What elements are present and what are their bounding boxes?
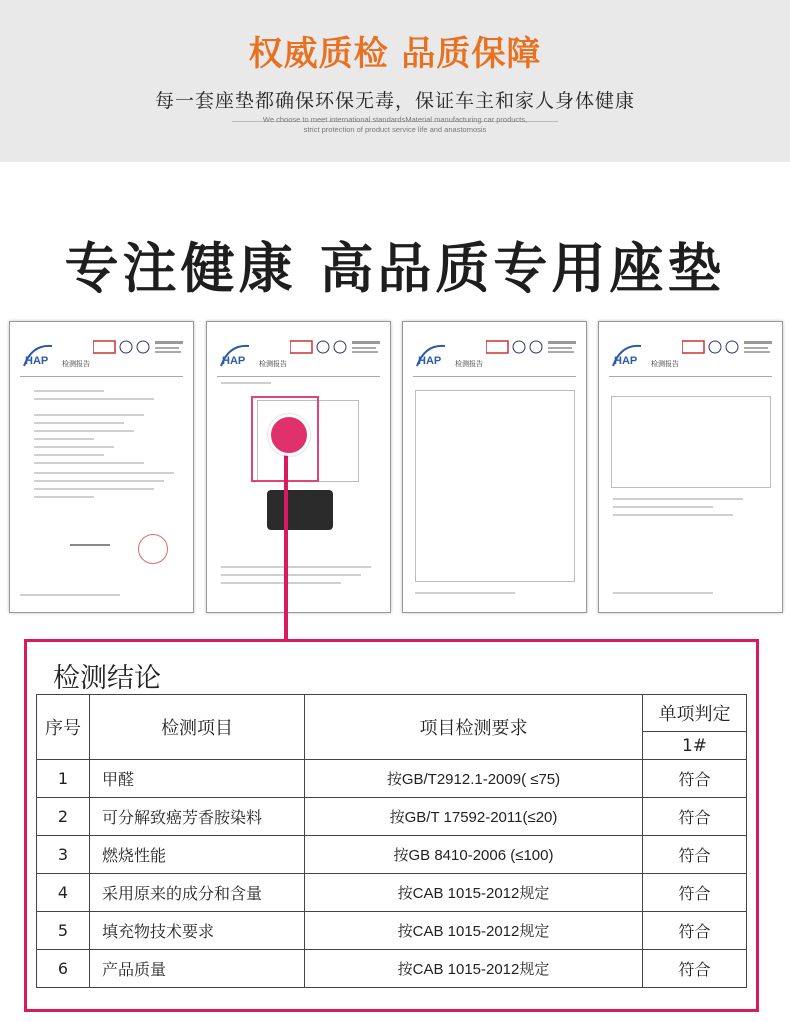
report-text-line (34, 446, 114, 448)
report-thumbnail-4 (598, 321, 783, 613)
row-item: 燃烧性能 (90, 836, 305, 874)
table-row (37, 760, 747, 798)
report-title: 检测报告 (651, 360, 679, 368)
row-item: 采用原来的成分和含量 (90, 874, 305, 912)
report-text-line (34, 430, 134, 432)
conclusion-table (36, 694, 747, 988)
row-item: 可分解致癌芳香胺染料 (90, 798, 305, 836)
report-thumbnail-2 (206, 321, 391, 613)
row-no: 1 (37, 760, 90, 798)
header-no: 序号 (37, 695, 90, 760)
header-requirement: 项目检测要求 (305, 695, 643, 760)
report-text-line (613, 514, 733, 516)
table-row (37, 798, 747, 836)
header-judgement: 单项判定 (643, 695, 747, 732)
svg-text:HAP: HAP (25, 355, 49, 367)
report-text-line (34, 414, 144, 416)
certification-badges-icon (682, 338, 774, 358)
report-text-line (34, 390, 104, 392)
row-no: 6 (37, 950, 90, 988)
row-result: 符合 (643, 912, 747, 950)
report-text-line (613, 506, 713, 508)
conclusion-title: 检测结论 (53, 663, 161, 694)
hap-logo-icon (611, 342, 645, 368)
svg-text:HAP: HAP (614, 355, 638, 367)
row-result: 符合 (643, 760, 747, 798)
certification-badges-icon (93, 338, 185, 358)
row-requirement: 按CAB 1015-2012规定 (305, 912, 643, 950)
table-row (37, 912, 747, 950)
row-requirement: 按CAB 1015-2012规定 (305, 950, 643, 988)
table-header-row (37, 695, 747, 732)
certification-badges-icon (290, 338, 382, 358)
header-item: 检测项目 (90, 695, 305, 760)
certification-badges-icon (486, 338, 578, 358)
callout-dot (268, 414, 310, 456)
seat-sample-photo (267, 490, 333, 530)
row-item: 甲醛 (90, 760, 305, 798)
report-rule (609, 376, 772, 377)
row-result: 符合 (643, 874, 747, 912)
row-requirement: 按CAB 1015-2012规定 (305, 874, 643, 912)
report-text-line (34, 422, 124, 424)
report-text-line (34, 398, 154, 400)
report-footer-line (20, 594, 120, 596)
conclusion-panel (24, 639, 759, 1012)
report-text-line (34, 472, 174, 474)
svg-text:HAP: HAP (222, 355, 246, 367)
report-results-table (415, 390, 575, 582)
svg-text:HAP: HAP (418, 355, 442, 367)
main-title: 专注健康 高品质专用座垫 (64, 237, 726, 300)
report-text-line (613, 498, 743, 500)
header-subtitle: 每一套座垫都确保环保无毒，保证车主和家人身体健康 (154, 90, 635, 112)
row-no: 5 (37, 912, 90, 950)
hap-logo-icon (22, 342, 56, 368)
hap-logo-icon (415, 342, 449, 368)
row-item: 填充物技术要求 (90, 912, 305, 950)
report-results-table (611, 396, 771, 488)
row-result: 符合 (643, 836, 747, 874)
report-text-line (221, 574, 361, 576)
report-rule (413, 376, 576, 377)
report-text-line (34, 454, 104, 456)
row-result: 符合 (643, 798, 747, 836)
row-requirement: 按GB/T 17592-2011(≤20) (305, 798, 643, 836)
row-no: 2 (37, 798, 90, 836)
row-requirement: 按GB 8410-2006 (≤100) (305, 836, 643, 874)
row-no: 3 (37, 836, 90, 874)
report-thumbnail-3 (402, 321, 587, 613)
report-footer-line (613, 592, 713, 594)
row-requirement: 按GB/T2912.1-2009( ≤75) (305, 760, 643, 798)
table-row (37, 836, 747, 874)
report-thumbnail-1 (9, 321, 194, 613)
report-title: 检测报告 (455, 360, 483, 368)
seal-icon (138, 534, 168, 564)
report-text-line (221, 382, 271, 384)
row-item: 产品质量 (90, 950, 305, 988)
report-rule (20, 376, 183, 377)
callout-connector (284, 432, 288, 640)
report-text-line (221, 582, 341, 584)
report-title: 检测报告 (259, 360, 287, 368)
hap-logo-icon (219, 342, 253, 368)
report-text-line (34, 462, 144, 464)
table-row (37, 874, 747, 912)
report-rule (217, 376, 380, 377)
signature-line (70, 544, 110, 546)
report-title: 检测报告 (62, 360, 90, 368)
header-sample: 1# (643, 732, 747, 760)
header-title: 权威质检 品质保障 (248, 34, 542, 74)
row-no: 4 (37, 874, 90, 912)
header-band (0, 0, 790, 162)
row-result: 符合 (643, 950, 747, 988)
header-english-line-1: We choose to meet international standardsMaterial manufacturing car products, (262, 115, 528, 124)
report-text-line (34, 438, 94, 440)
report-text-line (34, 480, 164, 482)
report-footer-line (415, 592, 515, 594)
report-text-line (34, 496, 94, 498)
report-text-line (34, 488, 154, 490)
report-text-line (221, 566, 371, 568)
table-row (37, 950, 747, 988)
header-english-line-2: strict protection of product service life and anastomosis (303, 125, 487, 134)
